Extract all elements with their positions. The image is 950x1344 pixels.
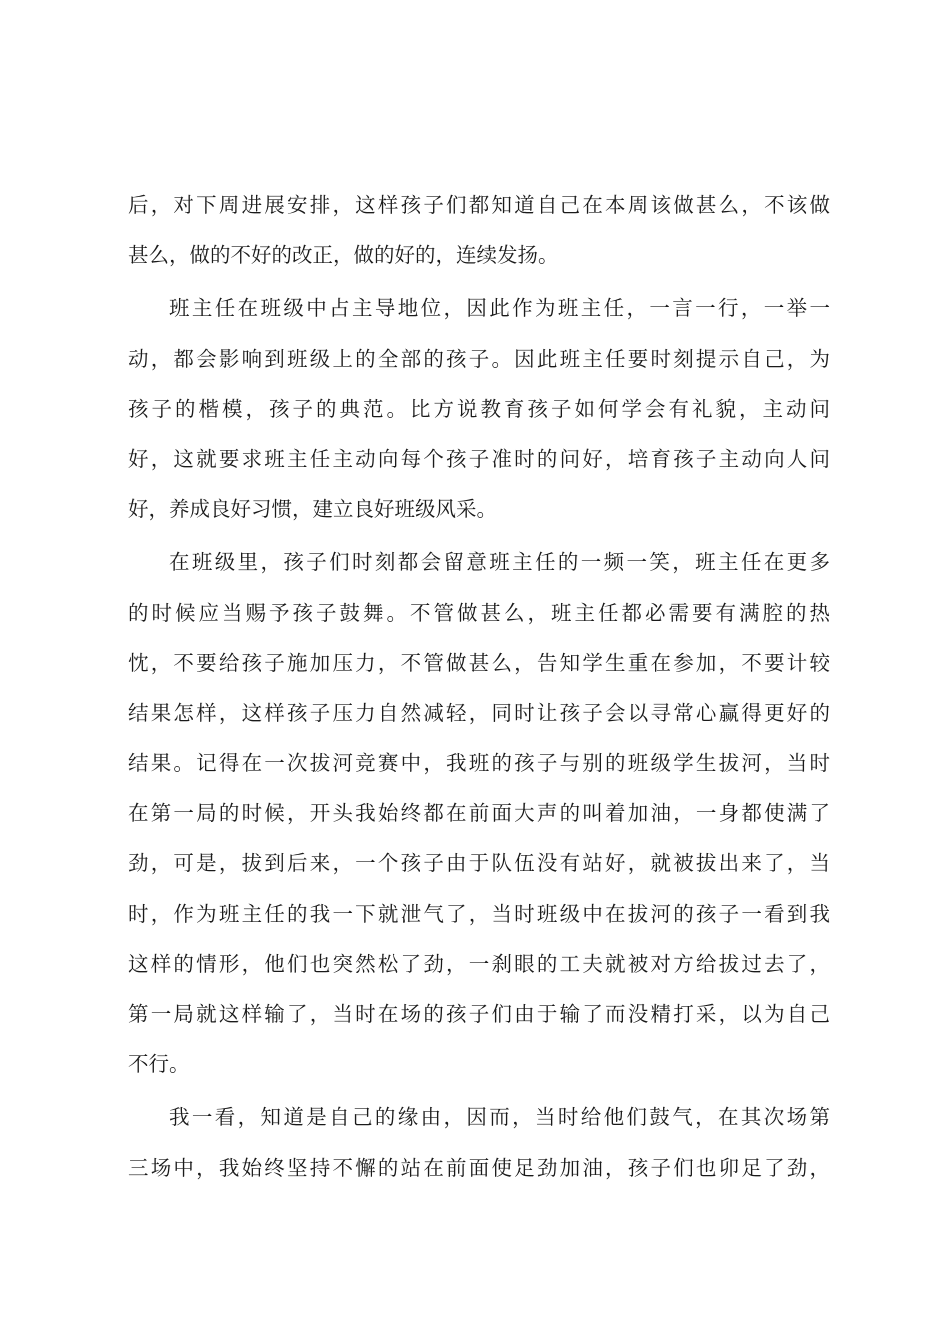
text-line: 后，对下周进展安排，这样孩子们都知道自己在本周该做甚么，不该做 [128,193,830,217]
text-line: 的时候应当赐予孩子鼓舞。不管做甚么，班主任都必需要有满腔的热 [128,600,830,625]
paragraph-3 [128,537,830,1089]
text-line: 班主任在班级中占主导地位，因此作为班主任，一言一行，一举一 [169,296,830,321]
text-line: 结果怎样，这样孩子压力自然减轻，同时让孩子会以寻常心赢得更好的 [128,700,830,725]
text-line: 时，作为班主任的我一下就泄气了，当时班级中在拔河的孩子一看到我 [128,901,830,926]
text-line: 这样的情形，他们也突然松了劲，一刹眼的工夫就被对方给拔过去了， [128,951,830,976]
text-line: 动，都会影响到班级上的全部的孩子。因此班主任要时刻提示自己，为 [128,346,830,371]
text-line: 三场中，我始终坚持不懈的站在前面使足劲加油，孩子们也卯足了劲， [128,1155,830,1180]
text-line: 不行。 [128,1052,190,1077]
text-line: 甚么，做的不好的改正，做的好的，连续发扬。 [128,243,559,268]
text-line: 忱，不要给孩子施加压力，不管做甚么，告知学生重在参加，不要计较 [128,650,830,675]
text-line: 孩子的楷模，孩子的典范。比方说教育孩子如何学会有礼貌，主动问 [128,396,830,421]
paragraph-4 [128,1092,830,1192]
paragraph-1 [128,180,830,280]
text-line: 第一局就这样输了，当时在场的孩子们由于输了而没精打采，以为自己 [128,1002,830,1026]
document-body [128,180,830,1193]
text-line: 劲，可是，拔到后来，一个孩子由于队伍没有站好，就被拔出来了，当 [128,851,830,876]
text-line: 在第一局的时候，开头我始终都在前面大声的叫着加油，一身都使满了 [128,801,830,826]
text-line: 好，养成良好习惯，建立良好班级风采。 [128,497,497,522]
text-line: 好，这就要求班主任主动向每个孩子准时的问好，培育孩子主动向人问 [128,446,830,471]
text-line: 在班级里，孩子们时刻都会留意班主任的一频一笑，班主任在更多 [169,550,830,575]
paragraph-2 [128,283,830,534]
text-line: 我一看，知道是自己的缘由，因而，当时给他们鼓气，在其次场第 [169,1105,830,1130]
text-line: 结果。记得在一次拔河竞赛中，我班的孩子与别的班级学生拔河，当时 [128,751,830,776]
